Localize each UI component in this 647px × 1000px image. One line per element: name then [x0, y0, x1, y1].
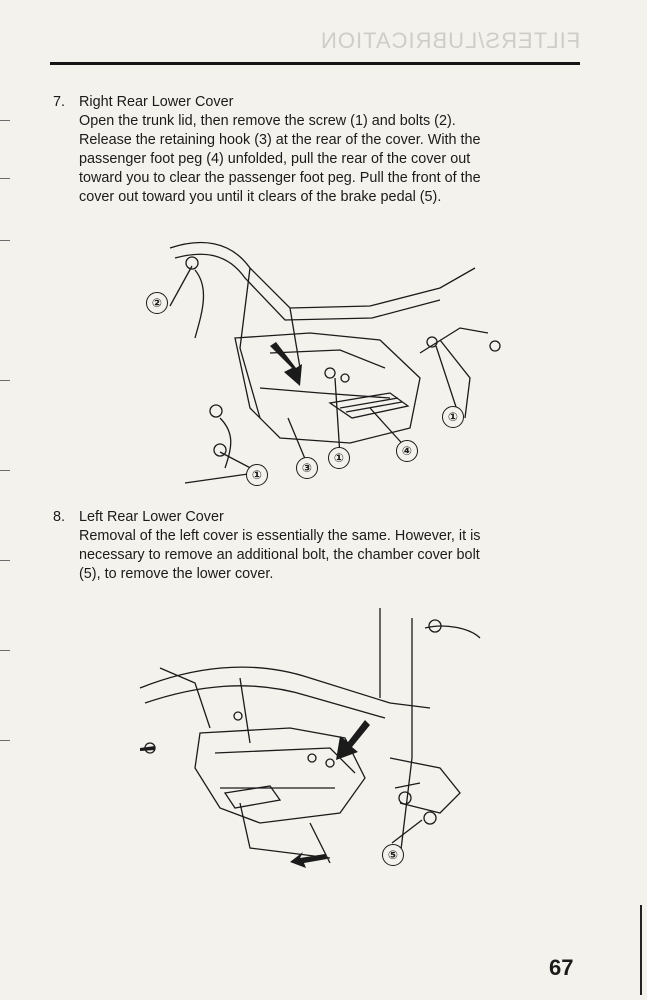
callout-4: ④ [396, 440, 418, 462]
edge-mark [0, 240, 10, 241]
edge-mark [0, 178, 10, 179]
header-rule [50, 62, 580, 65]
step-title: Right Rear Lower Cover [79, 94, 234, 110]
page-number: 67 [549, 955, 574, 980]
step-body: Open the trunk lid, then remove the screw (1) and bolts (2). Release the retaining hook (3) at the rear of the cover. With the passenger foot peg (4) unfolded, pull the rear of the cover out toward you to clear the passenger foot peg. Pull the front of the cover out toward you until it clears of the brake pedal (5). [79, 113, 481, 205]
callout-1: ① [442, 406, 464, 428]
edge-mark [0, 560, 10, 561]
edge-mark [0, 470, 10, 471]
left-cover-illustration [100, 608, 580, 880]
step-number: 7. [53, 94, 66, 110]
callout-5: ⑤ [382, 844, 404, 866]
callout-1: ① [328, 447, 350, 469]
left-cover-drawing [100, 608, 580, 880]
step-body: Removal of the left cover is essentially the same. However, it is necessary to remove an additional bolt, the chamber cover bolt (5), to remove the lower cover. [79, 528, 481, 582]
right-cover-illustration [140, 228, 510, 518]
step-title: Left Rear Lower Cover [79, 509, 224, 525]
edge-mark [0, 120, 10, 121]
edge-mark [0, 650, 10, 651]
edge-mark [0, 380, 10, 381]
edge-mark [0, 740, 10, 741]
bleed-through-text: FILTERS/LUBRICATION [320, 28, 581, 53]
step-number: 8. [53, 509, 66, 525]
callout-3: ③ [296, 457, 318, 479]
callout-1: ① [246, 464, 268, 486]
page-edge-rule [640, 905, 642, 995]
callout-2: ② [146, 292, 168, 314]
right-cover-drawing [140, 228, 510, 518]
